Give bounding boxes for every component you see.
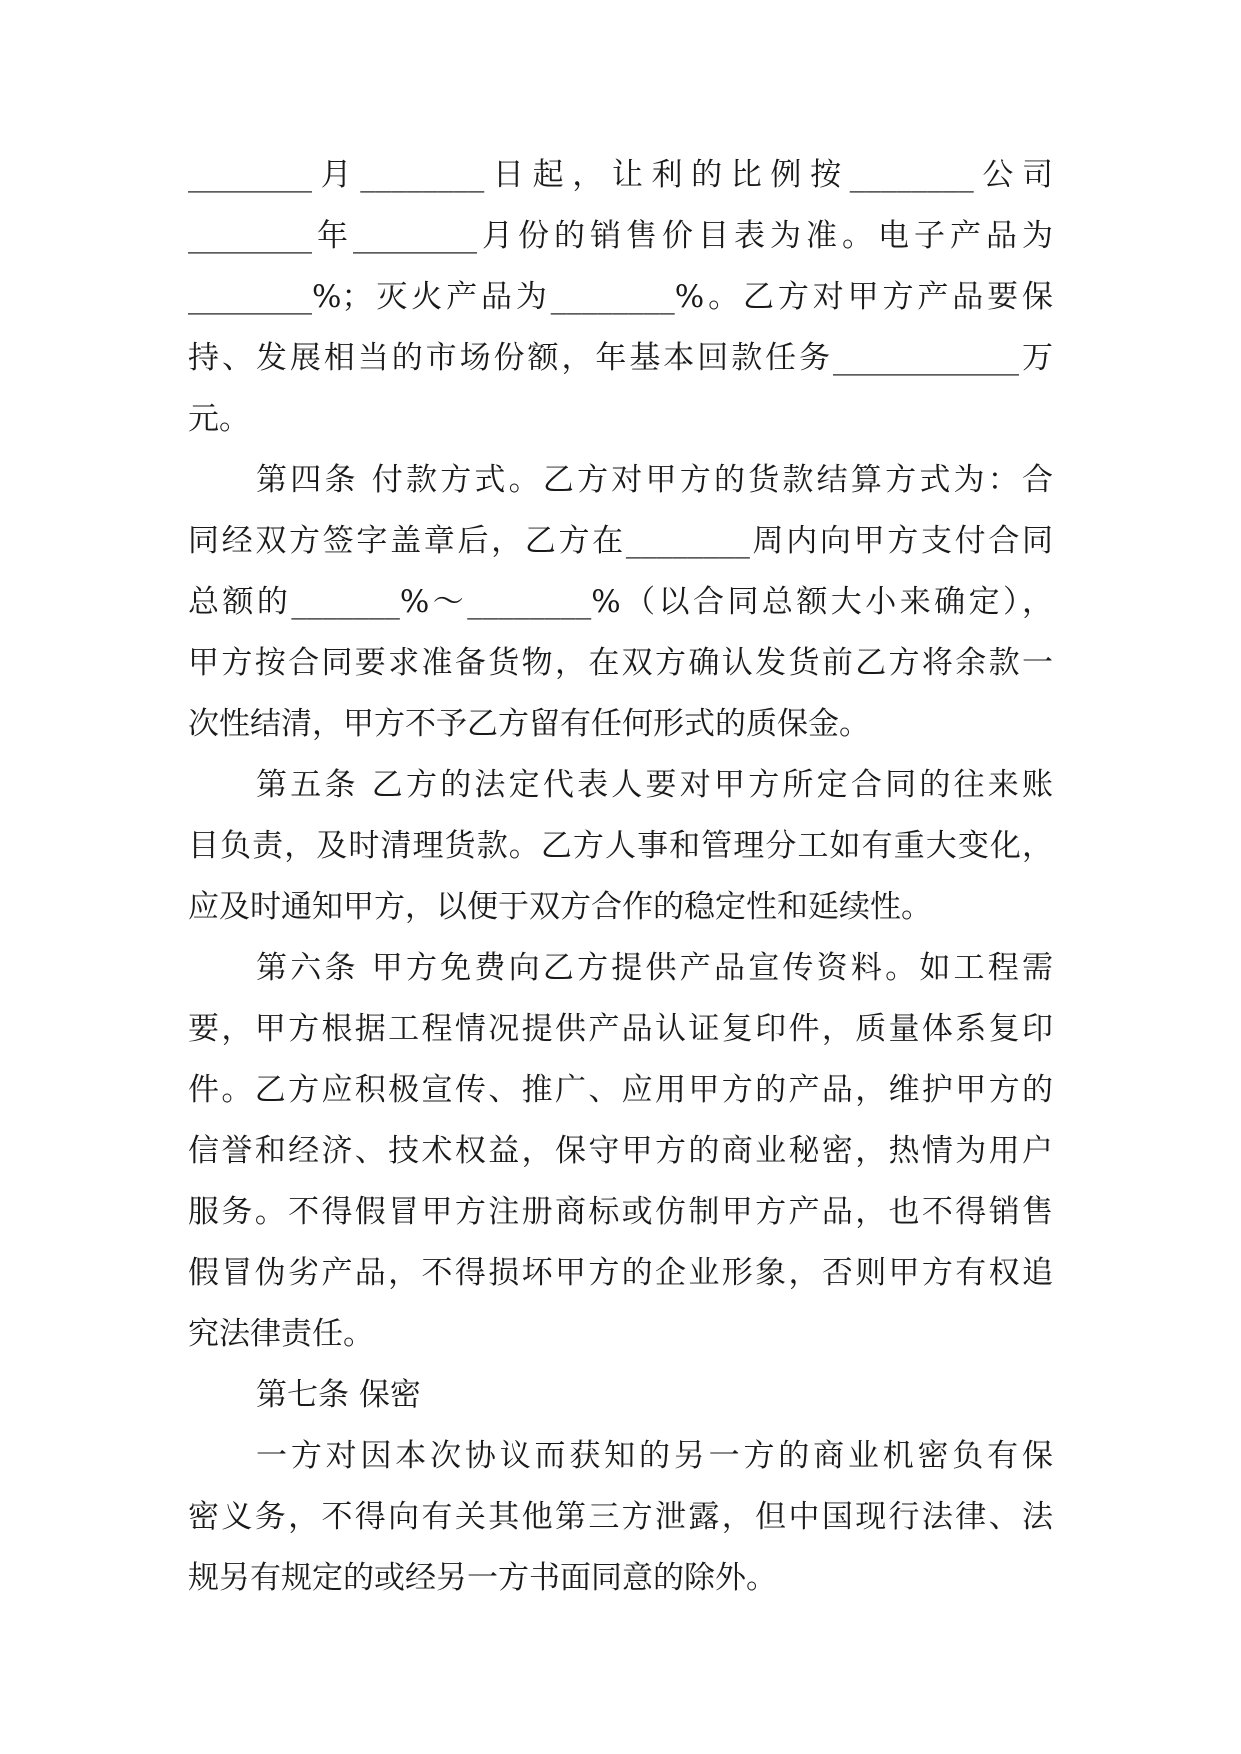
text-line: 第五条 乙方的法定代表人要对甲方所定合同的往来账 (256, 767, 1053, 803)
text-line: 一方对因本次协议而获知的另一方的商业机密负有保 (256, 1438, 1053, 1474)
text-line: 信誉和经济、技术权益，保守甲方的商业秘密，热情为用户 (188, 1133, 1053, 1169)
text-line: 服务。不得假冒甲方注册商标或仿制甲方产品，也不得销售 (188, 1194, 1053, 1230)
text-line: 应及时通知甲方，以便于双方合作的稳定性和延续性。 (188, 889, 932, 925)
text-line: 持、发展相当的市场份额，年基本回款任务____________万 (188, 340, 1053, 376)
text-line: 同经双方签字盖章后，乙方在________周内向甲方支付合同 (188, 523, 1053, 559)
text-line: ________年________月份的销售价目表为准。电子产品为 (188, 218, 1053, 254)
text-line: 第六条 甲方免费向乙方提供产品宣传资料。如工程需 (256, 950, 1053, 986)
text-line: 究法律责任。 (188, 1316, 374, 1352)
text-line: 甲方按合同要求准备货物，在双方确认发货前乙方将余款一 (188, 645, 1053, 681)
text-line: 次性结清，甲方不予乙方留有任何形式的质保金。 (188, 706, 870, 742)
text-line: 目负责，及时清理货款。乙方人事和管理分工如有重大变化， (188, 828, 1053, 864)
text-line: 元。 (188, 401, 250, 437)
text-line: 件。乙方应积极宣传、推广、应用甲方的产品，维护甲方的 (188, 1072, 1053, 1108)
text-line: 总额的_______%～________%（以合同总额大小来确定）， (188, 584, 1053, 620)
text-line: 第七条 保密 (256, 1377, 421, 1413)
text-line: ________%；灭火产品为________%。乙方对甲方产品要保 (188, 279, 1053, 315)
text-line: 第四条 付款方式。乙方对甲方的货款结算方式为：合 (256, 462, 1053, 498)
text-line: 规另有规定的或经另一方书面同意的除外。 (188, 1560, 777, 1596)
text-line: ________月________日起，让利的比例按________公司 (188, 157, 1053, 193)
text-line: 要，甲方根据工程情况提供产品认证复印件，质量体系复印 (188, 1011, 1053, 1047)
text-line: 密义务，不得向有关其他第三方泄露，但中国现行法律、法 (188, 1499, 1053, 1535)
text-line: 假冒伪劣产品，不得损坏甲方的企业形象，否则甲方有权追 (188, 1255, 1053, 1291)
